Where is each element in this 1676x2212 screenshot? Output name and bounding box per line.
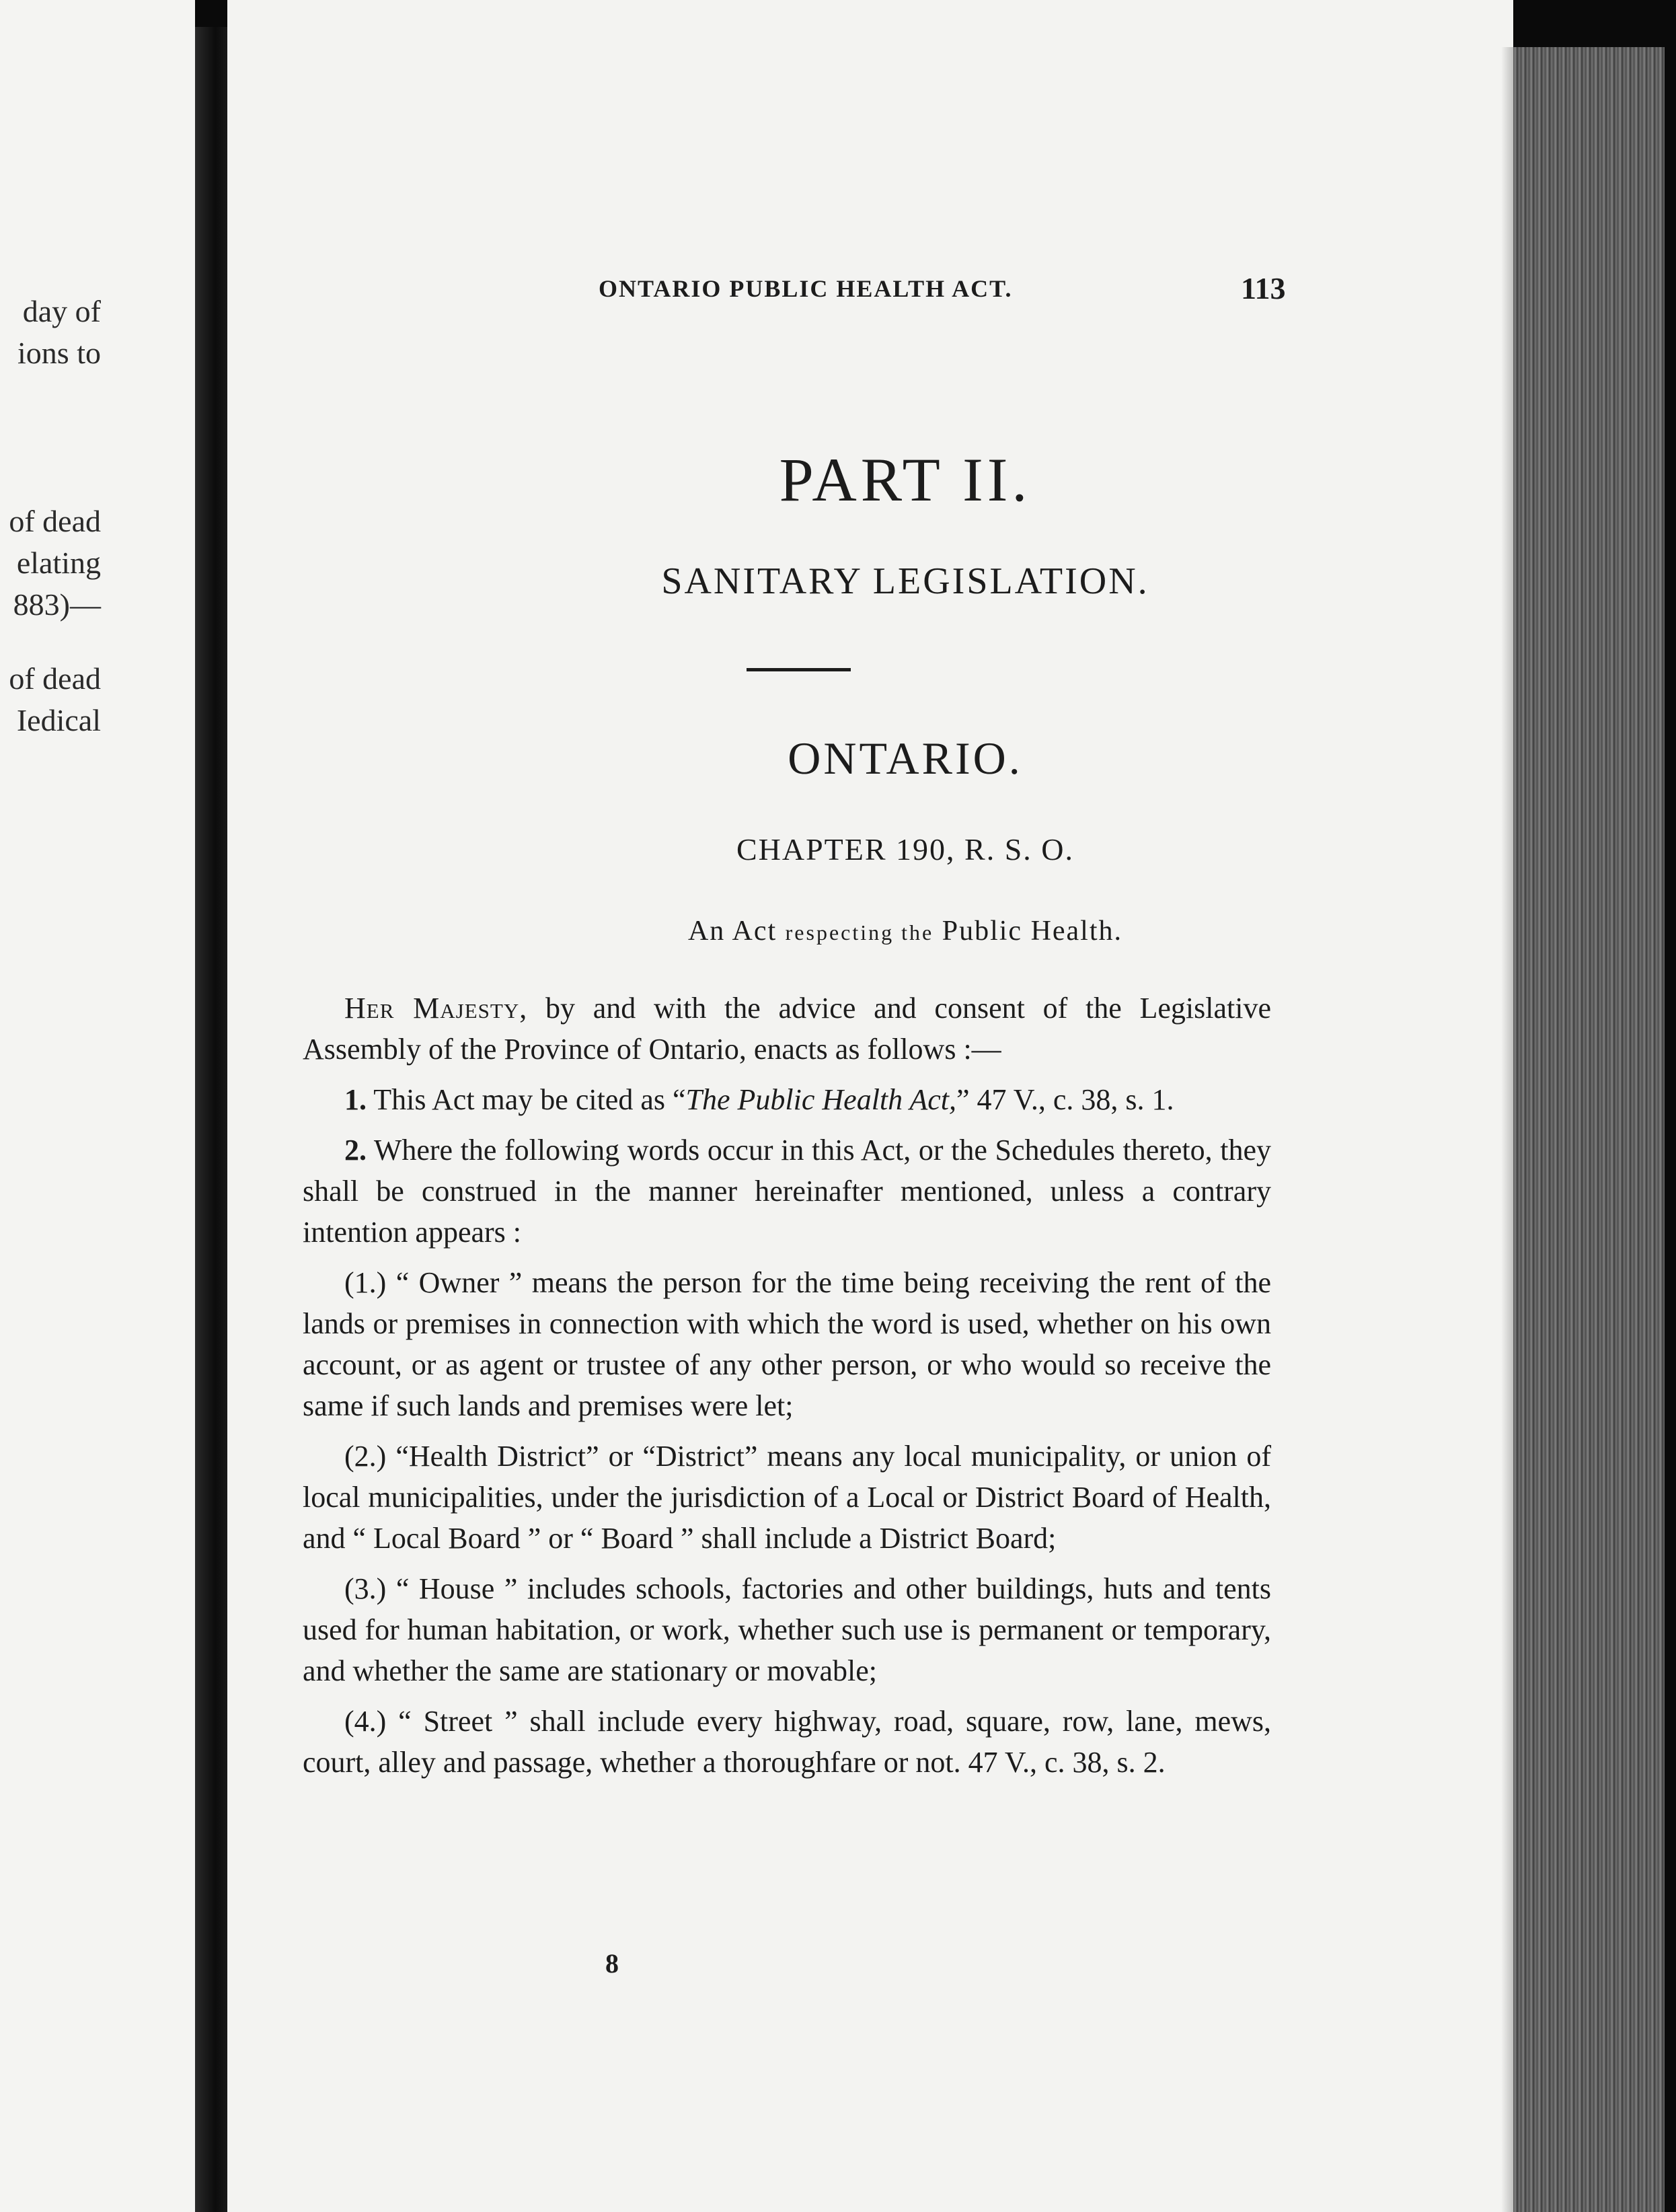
facing-page-fragment: elating	[16, 546, 101, 580]
enacting-lead: Her Majesty,	[344, 992, 528, 1025]
definition-street: (4.) “ Street ” shall include every highway, road, square, row, lane, mews, court, alley and passage, whether a thoroughfare or not. 47 V., c. 38, s. 2.	[303, 1705, 1271, 1779]
definition-health-district: (2.) “Health District” or “District” means any local municipality, or union of local municipalities, under the jurisdiction of a Local or District Board of Health, and “ Local Board ” or “ Board ” shall include a District Board;	[303, 1440, 1271, 1555]
page-number: 113	[1241, 271, 1286, 305]
section-1-text-a: This Act may be cited as “	[373, 1083, 686, 1116]
facing-page-fragment: ions to	[17, 336, 101, 370]
enacting-clause	[303, 988, 1271, 1070]
facing-page-fragment: of dead	[9, 504, 101, 538]
enacting-text: by and with the advice and consent of the Legislative Assembly of the Province of Ontario, enacts as follows :—	[303, 992, 1272, 1066]
section-number: 2.	[344, 1134, 367, 1167]
province-heading: ONTARIO.	[788, 733, 1023, 784]
facing-page-left	[0, 0, 195, 2212]
act-title-health: Health.	[1030, 916, 1123, 947]
act-title-mid: respecting the	[785, 920, 934, 945]
definition-owner: (1.) “ Owner ” means the person for the time being receiving the rent of the lands or premises in connection with which the word is used, whether on his own account, or as agent or trustee of any other person, or who would so receive the same if such lands and premises were let;	[303, 1266, 1271, 1422]
facing-page-fragment: day of	[22, 294, 101, 328]
book-gutter	[195, 27, 229, 2212]
section-2	[303, 1130, 1271, 1253]
act-body	[303, 988, 1271, 1792]
chapter-heading: CHAPTER 190, R. S. O.	[736, 832, 1075, 867]
section-1-text-b: ” 47 V., c. 38, s. 1.	[956, 1083, 1174, 1116]
section-number: 1.	[344, 1083, 367, 1116]
act-title-public: Public	[942, 916, 1023, 947]
act-title-lead: An Act	[687, 916, 777, 947]
part-heading: PART II.	[779, 445, 1032, 514]
act-title	[0, 915, 1676, 947]
section-1	[303, 1079, 1271, 1120]
signature-mark: 8	[605, 1948, 619, 1979]
facing-page-fragment: 883)—	[13, 587, 101, 622]
facing-page-fragment: Iedical	[16, 703, 101, 737]
section-heading: SANITARY LEGISLATION.	[661, 560, 1149, 602]
running-head-title: ONTARIO PUBLIC HEALTH ACT.	[599, 275, 1013, 302]
facing-page-fragment: of dead	[9, 661, 101, 696]
book-page-edges	[1513, 47, 1665, 2212]
short-title: The Public Health Act,	[685, 1083, 956, 1116]
section-2-text: Where the following words occur in this Act, or the Schedules thereto, they shall be construed in the manner hereinafter mentioned, unless a contrary intention appears :	[303, 1134, 1271, 1249]
definition-house: (3.) “ House ” includes schools, factories and other buildings, huts and tents used for human habitation, or work, whether such use is permanent or temporary, and whether the same are stationary or movable;	[303, 1572, 1271, 1687]
heading-rule	[747, 668, 851, 671]
